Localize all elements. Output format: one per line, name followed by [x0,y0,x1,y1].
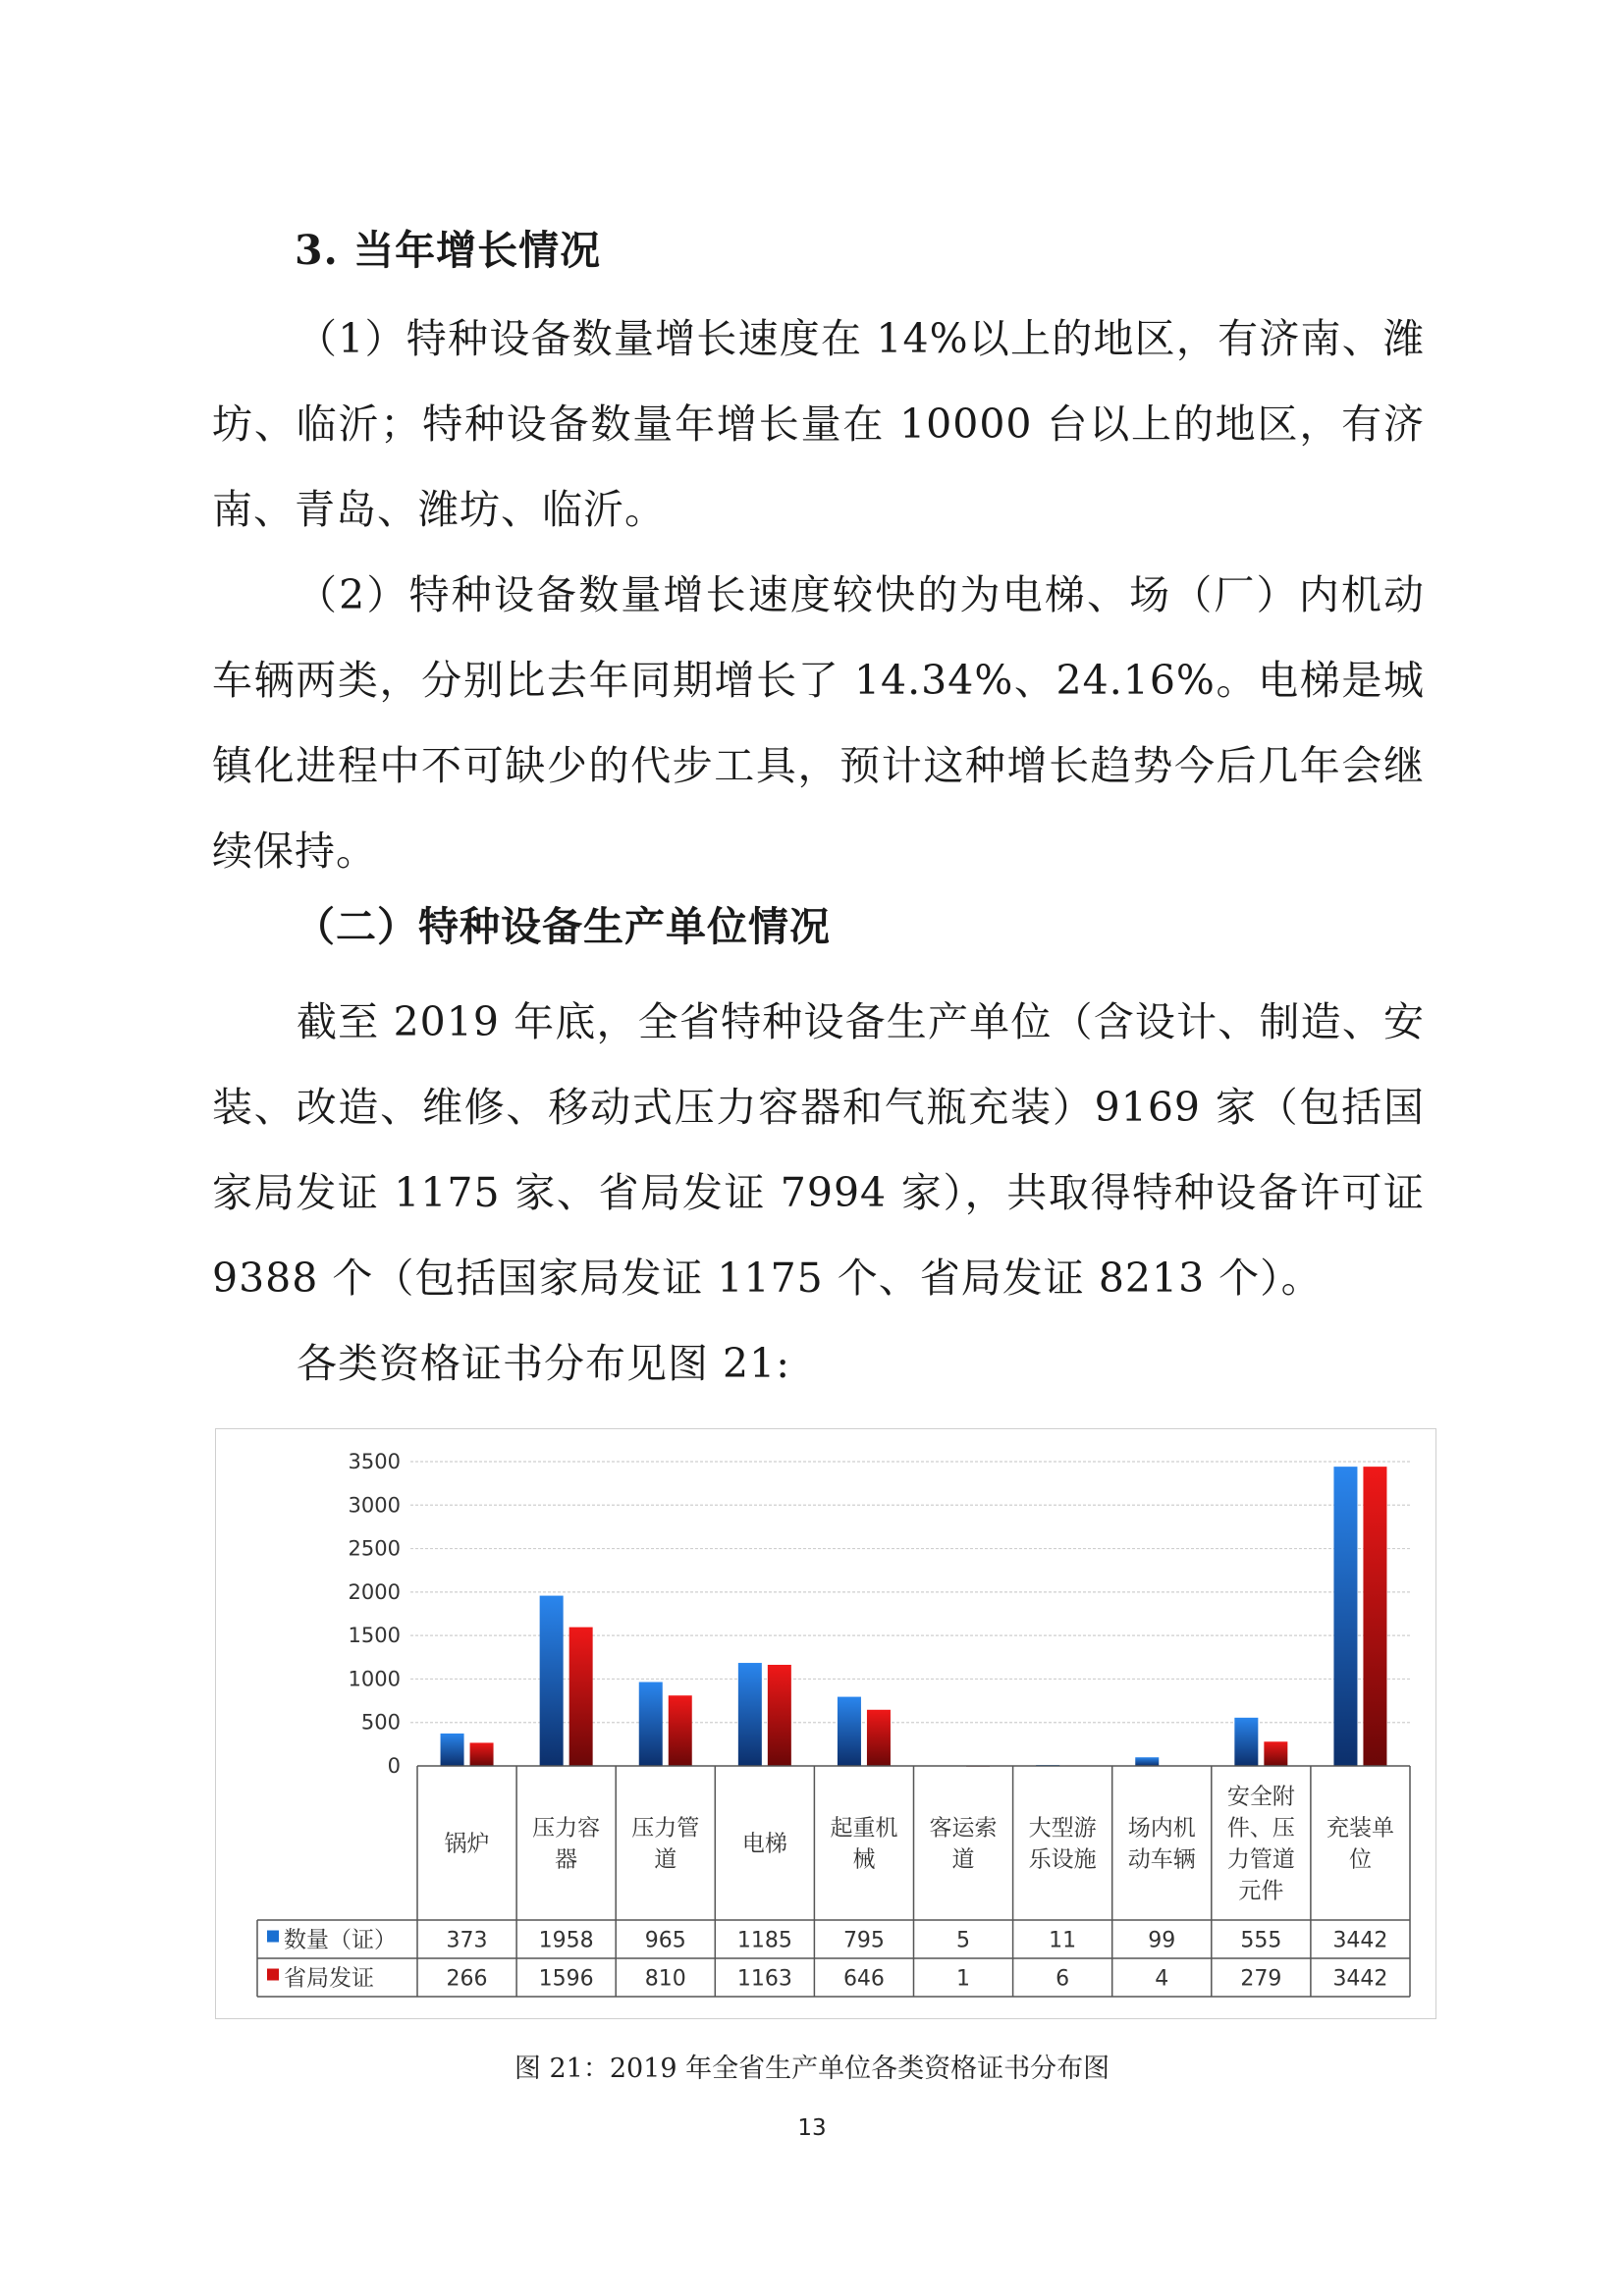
y-tick-label: 3500 [348,1450,401,1473]
data-label: 266 [446,1966,488,1992]
data-label: 965 [644,1928,686,1953]
certificate-bar-chart [216,1429,1435,2018]
chart-frame [215,1428,1436,2019]
bar-total [441,1734,464,1766]
paragraph-figure-reference: 各类资格证书分布见图 21: [297,1340,791,1387]
category-label: 元件 [1238,1878,1284,1904]
y-tick-label: 2000 [348,1579,401,1604]
category-label: 乐设施 [1028,1846,1097,1873]
category-label: 动车辆 [1127,1846,1196,1873]
bar-provincial [1264,1741,1287,1766]
category-label: 道 [951,1846,975,1873]
category-label: 电梯 [741,1831,787,1857]
data-label: 1958 [538,1928,594,1953]
data-label: 1 [956,1966,971,1992]
y-tick-label: 1000 [348,1667,401,1691]
bar-total [738,1663,762,1766]
bar-total [1135,1757,1159,1766]
section-heading-production-units: （二）特种设备生产单位情况 [295,903,831,950]
bar-total [540,1596,564,1766]
data-label: 6 [1056,1966,1070,1992]
category-label: 位 [1348,1846,1372,1873]
bar-provincial [569,1628,593,1766]
data-label: 3442 [1332,1966,1388,1992]
y-tick-label: 1500 [348,1624,401,1648]
y-tick-label: 3000 [348,1493,401,1518]
category-label: 器 [555,1846,578,1873]
y-tick-label: 2500 [348,1536,401,1561]
data-label: 555 [1240,1928,1282,1953]
bar-provincial [1363,1467,1386,1766]
bar-total [838,1697,861,1766]
figure-caption: 图 21：2019 年全省生产单位各类资格证书分布图 [514,2054,1110,2084]
category-label: 压力容 [532,1815,601,1842]
legend-swatch [267,1969,279,1981]
y-tick-label: 500 [360,1710,401,1735]
data-label: 373 [446,1928,488,1953]
category-label: 客运索 [929,1815,998,1842]
section-heading-growth: 3. 当年增长情况 [295,227,602,274]
category-label: 压力管 [631,1815,700,1842]
bar-total [639,1682,663,1766]
category-label: 道 [654,1846,677,1873]
y-tick-label: 0 [387,1754,401,1778]
page-number: 13 [797,2115,827,2141]
data-label: 1185 [736,1928,792,1953]
data-label: 1596 [538,1966,594,1992]
data-label: 4 [1155,1966,1169,1992]
category-label: 大型游 [1028,1815,1097,1842]
category-label: 起重机 [830,1815,898,1842]
bar-total [1234,1718,1258,1766]
legend-label: 省局发证 [284,1965,374,1992]
data-label: 11 [1049,1928,1077,1953]
category-label: 械 [852,1846,876,1873]
data-label: 795 [842,1928,885,1953]
paragraph-production-units: 截至 2019 年底，全省特种设备生产单位（含设计、制造、安装、改造、维修、移动式压力容器和气瓶充装）9169 家（包括国家局发证 1175 家、省局发证 7994 家），共取得特种设备许可证 9388 个（包括国家局发证 1175 个、省局发证 8213 个）。 [212,998,1425,1302]
bar-provincial [768,1665,791,1766]
data-label: 810 [644,1966,686,1992]
data-label: 646 [842,1966,885,1992]
bar-total [1333,1467,1357,1766]
category-label: 场内机 [1127,1815,1196,1842]
bar-provincial [669,1695,692,1766]
category-label: 安全附 [1226,1784,1295,1810]
data-label: 279 [1240,1966,1282,1992]
category-label: 件、压 [1226,1815,1295,1842]
bar-provincial [867,1710,891,1766]
paragraph-growth-regions: （1）特种设备数量增长速度在 14%以上的地区，有济南、潍坊、临沂；特种设备数量年增长量在 10000 台以上的地区，有济南、青岛、潍坊、临沂。 [212,315,1425,533]
legend-swatch [267,1931,279,1943]
data-label: 5 [956,1928,971,1953]
paragraph-growth-categories: （2）特种设备数量增长速度较快的为电梯、场（厂）内机动车辆两类，分别比去年同期增长了 14.34%、24.16%。电梯是城镇化进程中不可缺少的代步工具，预计这种增长趋势今后几年会继续保持。 [212,571,1425,875]
data-label: 99 [1148,1928,1176,1953]
category-label: 锅炉 [444,1831,490,1857]
data-label: 1163 [736,1966,792,1992]
bar-provincial [470,1742,494,1766]
category-label: 力管道 [1226,1846,1295,1873]
data-label: 3442 [1332,1928,1388,1953]
category-label: 充装单 [1326,1815,1394,1842]
legend-label: 数量（证） [284,1927,397,1953]
